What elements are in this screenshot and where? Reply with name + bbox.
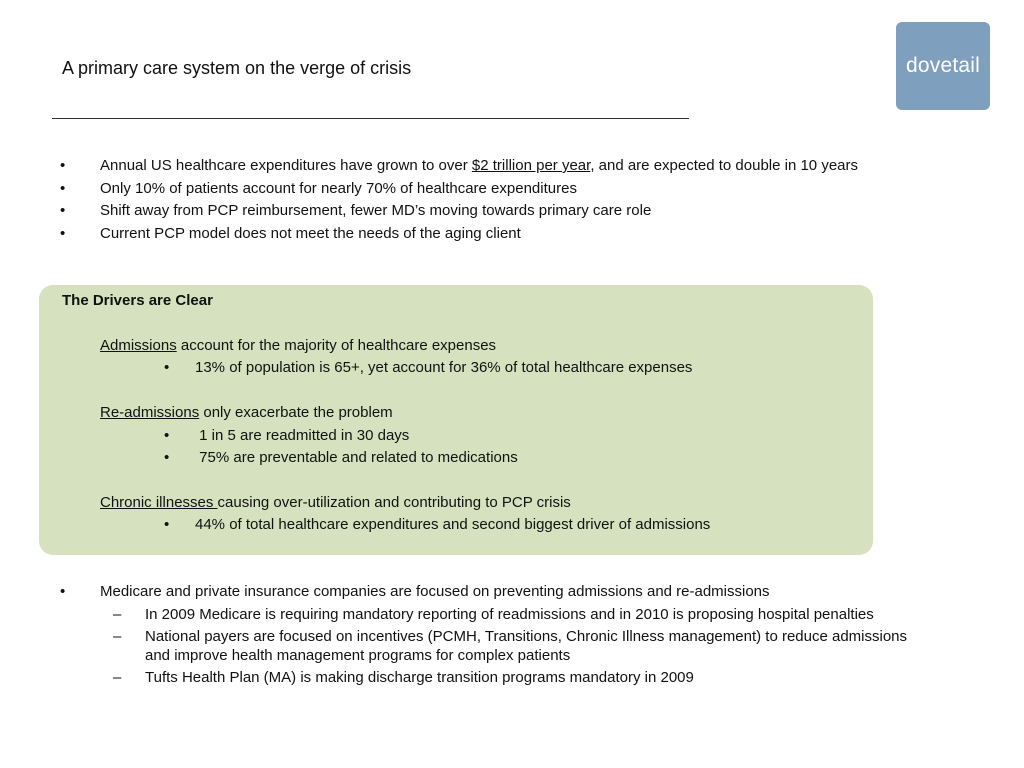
top-bullet-list: [0, 155, 858, 245]
bullet-icon: •: [164, 449, 170, 466]
bullet-text: Only 10% of patients account for nearly 70% of healthcare expenditures: [100, 179, 577, 197]
driver-text: causing over-utilization and contributing to PCP crisis: [217, 494, 571, 511]
sub-bullet-national-payers: [0, 628, 925, 665]
driver-point-text: 1 in 5 are readmitted in 30 days: [195, 427, 410, 444]
bullet-expenditures-growth: [0, 155, 858, 178]
slide-title: A primary care system on the verge of crisis: [62, 58, 412, 78]
driver-readmissions: [100, 402, 393, 425]
expenditure-link[interactable]: $2 trillion per year: [471, 157, 591, 174]
drivers-heading: The Drivers are Clear: [62, 292, 213, 309]
dovetail-logo: dovetail: [896, 22, 990, 110]
bullet-icon: •: [60, 157, 66, 174]
driver-point: [164, 357, 692, 380]
driver-keyword: Re-admissions: [100, 404, 200, 421]
sub-bullet-text: In 2009 Medicare is requiring mandatory reporting of readmissions and in 2010 is proposing hospital penalties: [145, 605, 874, 623]
bullet-icon: •: [164, 359, 170, 376]
sub-bullet-text: National payers are focused on incentives (PCMH, Transitions, Chronic Illness management) to reduce admissions and improve health management programs for complex patients: [145, 628, 908, 664]
bullet-icon: •: [164, 516, 170, 533]
dash-icon: –: [113, 628, 122, 645]
bullet-pcp-reimbursement: [0, 200, 858, 223]
bullet-icon: •: [60, 179, 66, 197]
dash-icon: –: [113, 669, 122, 686]
bullet-text-after: , and are expected to double in 10 years: [590, 157, 858, 174]
driver-keyword: Admissions: [100, 337, 177, 354]
sub-bullet-text: Tufts Health Plan (MA) is making discharge transition programs mandatory in 2009: [145, 669, 694, 686]
sub-bullet-medicare: [0, 606, 925, 625]
sub-bullet-tufts: [0, 669, 925, 688]
bullet-text: Shift away from PCP reimbursement, fewer MD’s moving towards primary care role: [100, 202, 652, 219]
driver-keyword: Chronic illnesses: [100, 494, 218, 511]
bullet-aging-client: [0, 223, 858, 246]
bullet-payer-focus: [0, 583, 1024, 602]
bullet-text: Medicare and private insurance companies are focused on preventing admissions and re-admissions: [100, 583, 770, 600]
driver-point-text: 13% of population is 65+, yet account for 36% of total healthcare expenses: [195, 359, 693, 376]
driver-point: [164, 425, 409, 448]
driver-text: only exacerbate the problem: [199, 404, 393, 421]
drivers-callout-box: [39, 285, 873, 555]
bullet-text: Current PCP model does not meet the needs of the aging client: [100, 224, 521, 242]
driver-point-text: 44% of total healthcare expenditures and second biggest driver of admissions: [195, 516, 711, 533]
payer-focus-section: [0, 583, 1024, 692]
driver-chronic-illnesses: [100, 492, 571, 515]
bullet-icon: •: [164, 427, 170, 444]
bullet-icon: •: [60, 224, 66, 242]
bullet-text-before: Annual US healthcare expenditures have grown to over: [100, 157, 472, 174]
driver-admissions: [100, 335, 496, 358]
bullet-icon: •: [60, 583, 66, 600]
bullet-patient-share: [0, 178, 858, 201]
bullet-icon: •: [60, 202, 66, 219]
driver-point-text: 75% are preventable and related to medications: [195, 449, 518, 466]
title-divider: [52, 118, 689, 119]
driver-point: [164, 514, 710, 537]
driver-text: account for the majority of healthcare expenses: [176, 337, 497, 354]
dash-icon: –: [113, 605, 122, 623]
driver-point: [164, 447, 518, 470]
